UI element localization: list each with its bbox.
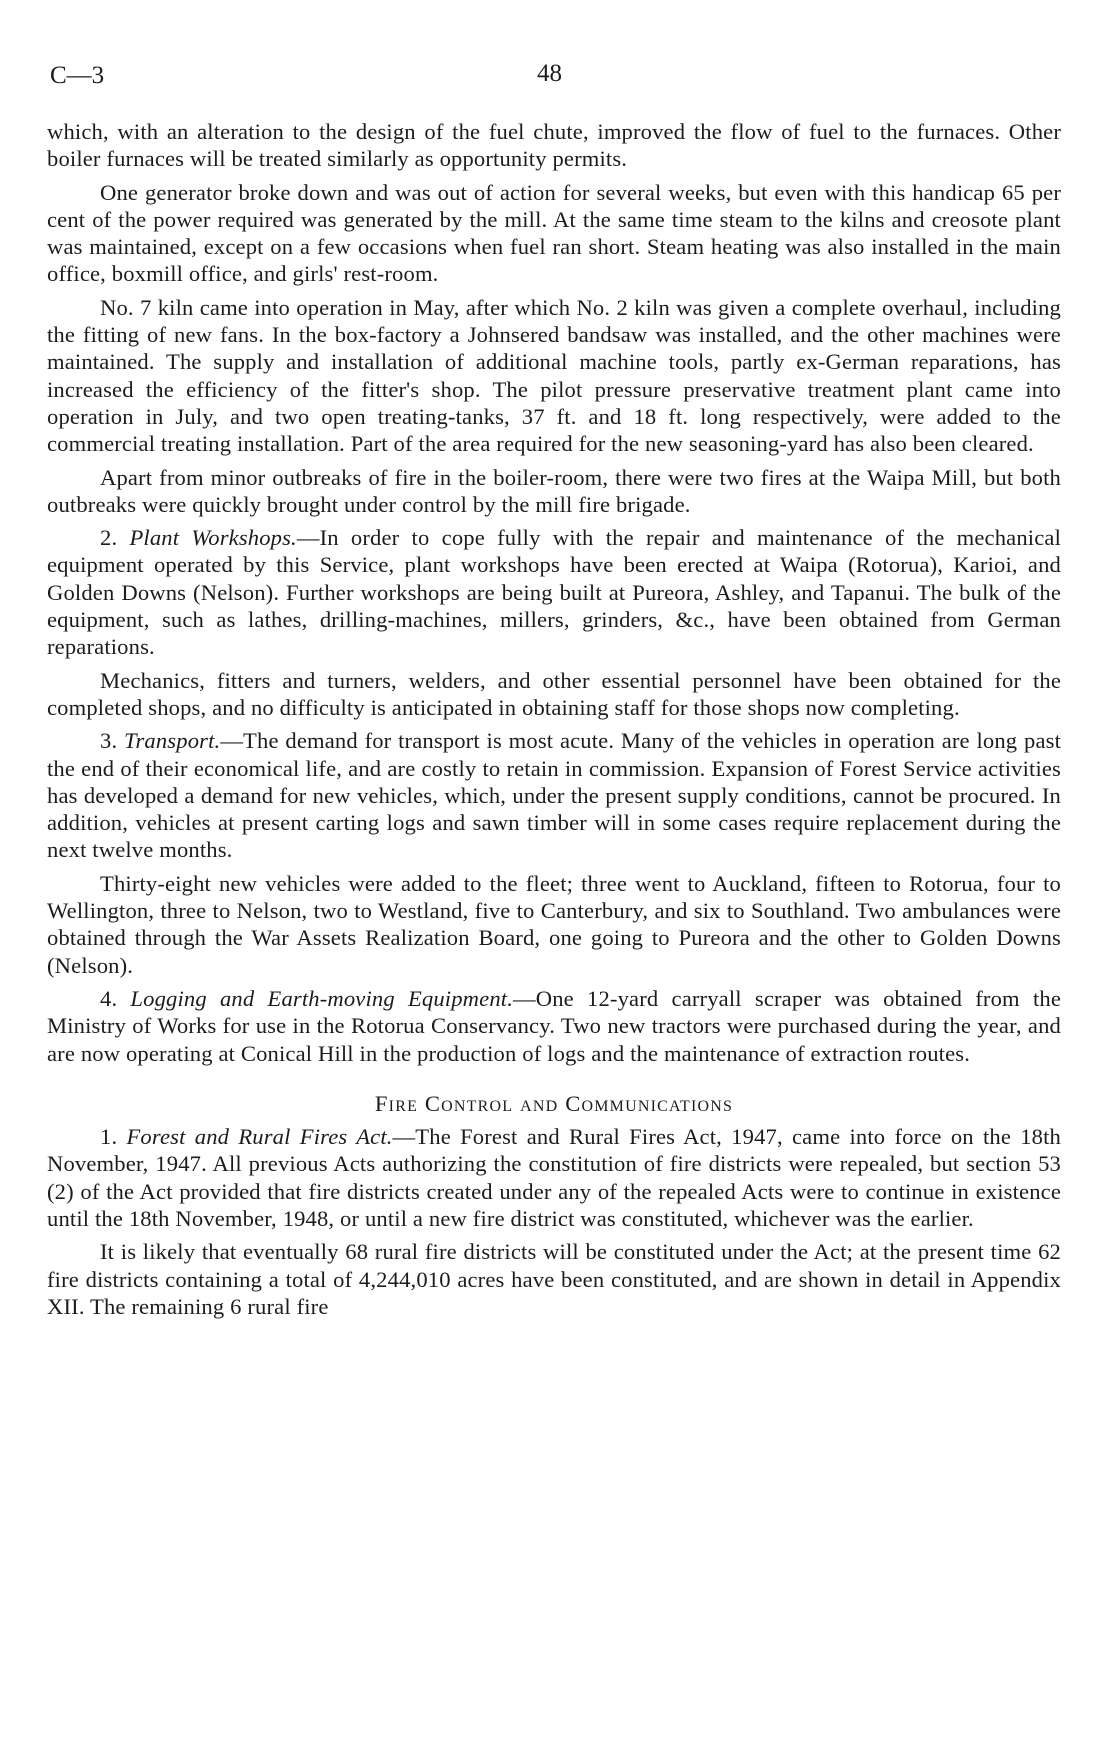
document-code: C—3 — [50, 62, 105, 89]
paragraph-vehicles: Thirty-eight new vehicles were added to the fleet; three went to Auckland, fifteen to Rotorua, four to Wellington, three to Nelson, two to Westland, five to Canterbury, and six to Southland. Two ambulances were obtained through the War Assets Realization Board, one going to Pureora and the other to Golden Downs (Nelson). — [47, 870, 1061, 978]
paragraph-fire-districts: It is likely that eventually 68 rural fire districts will be constituted under the Act; at the present time 62 fire districts containing a total of 4,244,010 acres have been constituted, and are shown in detail in Appendix XII. The remaining 6 rural fire — [47, 1239, 1061, 1319]
section-title: Logging and Earth-moving Equipment. — [130, 985, 514, 1011]
paragraph-logging-equipment — [47, 985, 1061, 1067]
paragraph-continuation: which, with an alteration to the design of the fuel chute, improved the flow of fuel to the furnaces. Other boiler furnaces will be treated similarly as opportunity permits. — [47, 119, 1061, 172]
paragraph-transport — [47, 727, 1061, 863]
paragraph-kiln: No. 7 kiln came into operation in May, after which No. 2 kiln was given a complete overhaul, including the fitting of new fans. In the box-factory a Johnsered bandsaw was installed, and the other machines were maintained. The supply and installation of additional machine tools, partly ex-German reparations, has increased the efficiency of the fitter's shop. The pilot pressure preservative treatment plant came into operation in July, and two open treating-tanks, 37 ft. and 18 ft. long respectively, were added to the commercial treating installation. Part of the area required for the new seasoning-yard has also been cleared. — [47, 294, 1061, 457]
section-body: —The demand for transport is most acute. Many of the vehicles in operation are long past the end of their economical life, and are costly to retain in commission. Expansion of Forest Service activities has developed a demand for new vehicles, which, under the present supply conditions, cannot be procured. In addition, vehicles at present carting logs and sawn timber will in some cases require replacement during the next twelve months. — [47, 728, 1061, 863]
section-number: 4. — [100, 985, 131, 1011]
paragraph-fires: Apart from minor outbreaks of fire in the boiler-room, there were two fires at the Waipa Mill, but both outbreaks were quickly brought under control by the mill fire brigade. — [47, 464, 1061, 517]
section-title: Forest and Rural Fires Act. — [126, 1124, 393, 1150]
section-number: 2. — [100, 525, 130, 551]
paragraph-generator: One generator broke down and was out of action for several weeks, but even with this handicap 65 per cent of the power required was generated by the mill. At the same time steam to the kilns and creosote plant was maintained, except on a few occasions when fuel ran short. Steam heating was also installed in the main office, boxmill office, and girls' rest-room. — [47, 179, 1061, 287]
section-title: Transport. — [124, 728, 221, 754]
paragraph-fires-act — [47, 1123, 1061, 1232]
section-number: 3. — [100, 728, 124, 754]
paragraph-plant-workshops — [47, 524, 1061, 660]
section-title: Plant Workshops. — [129, 525, 297, 551]
document-page — [47, 56, 1061, 1326]
section-number: 1. — [100, 1124, 127, 1150]
section-body: —In order to cope fully with the repair and maintenance of the mechanical equipment operated by this Service, plant workshops have been erected at Waipa (Rotorua), Karioi, and Golden Downs (Nelson). Further workshops are being built at Pureora, Ashley, and Tapanui. The bulk of the equipment, such as lathes, drilling-machines, millers, grinders, &c., have been obtained from German reparations. — [47, 525, 1061, 660]
section-heading: Fire Control and Communications — [374, 1090, 734, 1116]
section-body: —One 12-yard carryall scraper was obtained from the Ministry of Works for use in the Rotorua Conservancy. Two new tractors were purchased during the year, and are now operating at Conical Hill in the production of logs and the maintenance of extraction routes. — [47, 985, 1062, 1066]
paragraph-personnel: Mechanics, fitters and turners, welders, and other essential personnel have been obtained for the completed shops, and no difficulty is anticipated in obtaining staff for those shops now completing. — [47, 667, 1061, 720]
body-text — [47, 118, 1061, 1320]
section-body: —The Forest and Rural Fires Act, 1947, came into force on the 18th November, 1947. All previous Acts authorizing the constitution of fire districts were repealed, but section 53 (2) of the Act provided that fire districts created under any of the repealed Acts were to continue in existence until the 18th November, 1948, or until a new fire district was constituted, whichever was the earlier. — [47, 1124, 1061, 1231]
page-header — [47, 56, 1061, 96]
page-number: 48 — [537, 60, 562, 87]
